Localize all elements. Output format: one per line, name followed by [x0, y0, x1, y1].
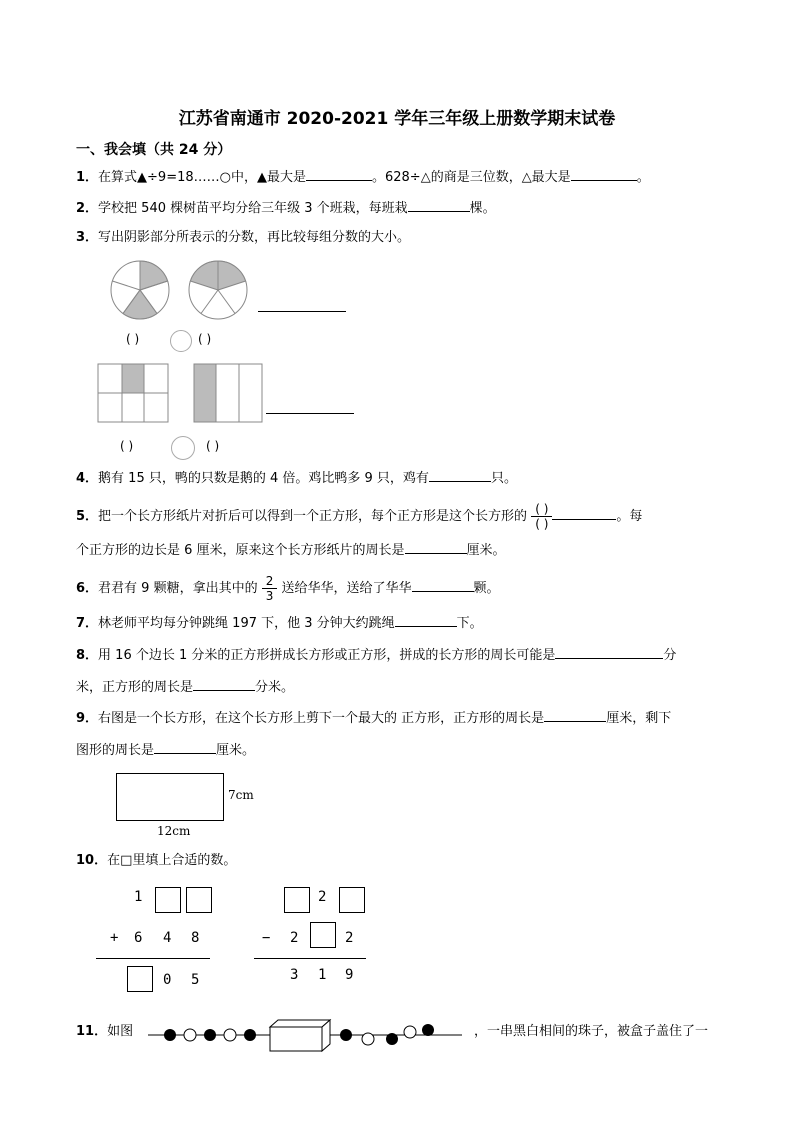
fraction: $\frac{2}{3}$ [262, 574, 278, 603]
answer-box[interactable] [339, 887, 365, 913]
answer-line-3a [258, 311, 346, 312]
question-9-line2: 图形的周长是 厘米。 [76, 739, 255, 761]
difference-line [254, 958, 366, 959]
digit: 2 [318, 889, 327, 905]
paren-left: ( ) [120, 439, 134, 453]
answer-box[interactable] [127, 966, 153, 992]
question-3: 3．写出阴影部分所表示的分数，再比较每组分数的大小。 [76, 230, 411, 245]
fraction-blank: $\frac{( )}{( )}$ [531, 502, 552, 531]
paren-left: ( ) [126, 332, 140, 346]
answer-line-3b [266, 413, 354, 414]
rectangle-figure [116, 773, 224, 821]
digit: 5 [191, 972, 200, 988]
plus-sign: + [110, 930, 119, 946]
height-label: 7cm [228, 788, 254, 802]
digit: 8 [191, 930, 200, 946]
question-6: 6．君君有 9 颗糖，拿出其中的 $\frac{2}{3}$ 送给华华，送给了华华 颗。 [76, 574, 500, 603]
answer-box[interactable] [186, 887, 212, 913]
paren-right: ( ) [198, 332, 212, 346]
digit: 9 [345, 967, 354, 983]
question-9: 9．右图是一个长方形，在这个长方形上剪下一个最大的 正方形，正方形的周长是 厘米，剩下 [76, 707, 671, 729]
digit: 6 [134, 930, 143, 946]
paren-right: ( ) [206, 439, 220, 453]
digit: 4 [163, 930, 172, 946]
page-title: 江苏省南通市 2020-2021 学年三年级上册数学期末试卷 [178, 109, 616, 129]
section-heading: 一、我会填（共 24 分） [76, 142, 232, 158]
beads-figure [146, 1016, 464, 1056]
minus-sign: − [262, 930, 271, 946]
question-4: 4．鹅有 15 只，鸭的只数是鹅的 4 倍。鸡比鸭多 9 只，鸡有 只。 [76, 467, 517, 489]
sum-line [96, 958, 210, 959]
pie-charts [110, 258, 256, 324]
question-5-line2: 个正方形的边长是 6 厘米，原来这个长方形纸片的周长是 厘米。 [76, 539, 506, 561]
question-7: 7．林老师平均每分钟跳绳 197 下，他 3 分钟大约跳绳 下。 [76, 612, 483, 634]
compare-circle [171, 436, 195, 460]
digit: 1 [134, 889, 143, 905]
compare-circle [170, 330, 192, 352]
digit: 3 [290, 967, 299, 983]
answer-box[interactable] [284, 887, 310, 913]
digit: 0 [163, 972, 172, 988]
question-10: 10．在□里填上合适的数。 [76, 853, 237, 868]
digit: 2 [345, 930, 354, 946]
answer-box[interactable] [310, 922, 336, 948]
rectangle-figures [96, 362, 266, 424]
question-2: 2．学校把 540 棵树苗平均分给三年级 3 个班栽，每班栽 棵。 [76, 197, 496, 219]
question-11: 11．如图 [76, 1024, 134, 1039]
digit: 2 [290, 930, 299, 946]
digit: 1 [318, 967, 327, 983]
question-11-cont: ，一串黑白相间的珠子，被盒子盖住了一 [474, 1024, 709, 1039]
question-1: 1．在算式▲÷9=18……○中，▲最大是 。628÷△的商是三位数，△最大是 。 [76, 166, 650, 188]
question-5: 5．把一个长方形纸片对折后可以得到一个正方形，每个正方形是这个长方形的 $\frac{( )}{( )}$ 。每 [76, 502, 643, 531]
answer-box[interactable] [155, 887, 181, 913]
question-8: 8．用 16 个边长 1 分米的正方形拼成长方形或正方形，拼成的长方形的周长可能是 分 [76, 644, 676, 666]
width-label: 12cm [157, 824, 191, 838]
question-8-line2: 米，正方形的周长是 分米。 [76, 676, 294, 698]
